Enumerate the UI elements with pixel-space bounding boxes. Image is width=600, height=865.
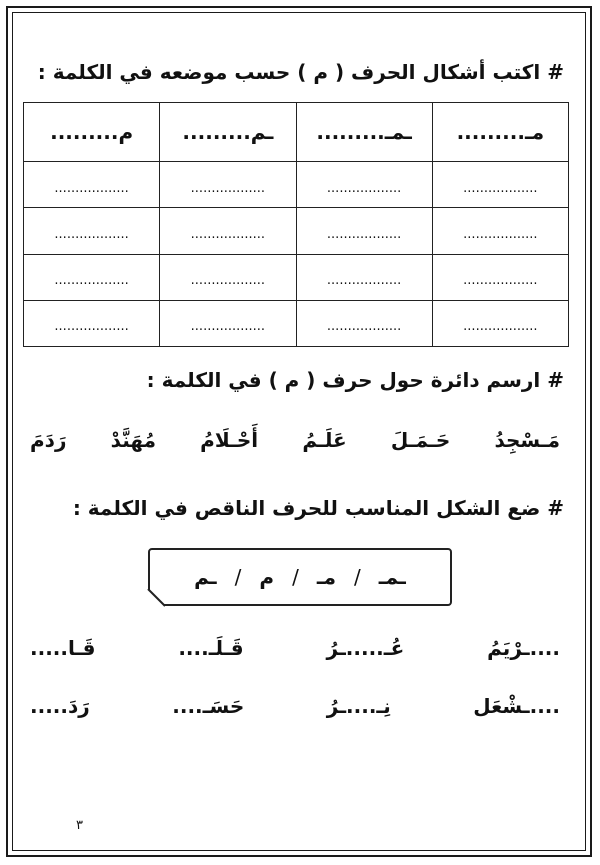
circle-words-row <box>30 428 560 452</box>
blank-cell[interactable]: .................. <box>296 162 432 208</box>
choice-separator: / <box>234 565 242 589</box>
fill-word[interactable]: نِـ....ـرُ <box>326 694 391 718</box>
choice-isolated[interactable]: م <box>259 565 275 589</box>
blank-cell[interactable]: .................. <box>160 162 296 208</box>
word-item[interactable]: عَلَـمُ <box>302 428 347 452</box>
table-row <box>24 208 569 254</box>
choices-box <box>148 548 452 606</box>
word-item[interactable]: أَحْـلَامُ <box>200 428 259 452</box>
shape-initial: مـ......... <box>456 120 545 144</box>
blank-cell[interactable]: .................. <box>24 162 160 208</box>
blank-cell[interactable]: .................. <box>24 208 160 254</box>
fill-word[interactable]: عُـ.....ـرُ <box>326 636 405 660</box>
word-item[interactable]: مُهَنَّدْ <box>110 428 156 452</box>
choice-initial[interactable]: مـ <box>316 565 337 589</box>
table-row <box>24 300 569 346</box>
choice-separator: / <box>292 565 299 589</box>
blank-cell[interactable]: .................. <box>160 300 296 346</box>
blank-cell[interactable]: .................. <box>432 208 568 254</box>
section2-heading: # ارسم دائرة حول حرف ( م ) في الكلمة : <box>146 368 564 392</box>
fill-word[interactable]: قَـلَـ.... <box>178 636 244 660</box>
shape-medial: ـمـ......... <box>316 120 412 144</box>
fill-word[interactable]: ....ـرْيَمُ <box>487 636 560 660</box>
box-corner-cut <box>147 583 171 607</box>
blank-cell[interactable]: .................. <box>432 162 568 208</box>
page-number: ٣ <box>76 818 83 833</box>
fill-word[interactable]: قَـا..... <box>30 636 96 660</box>
table-row <box>24 254 569 300</box>
shape-final: ـم......... <box>182 120 274 144</box>
table-cell <box>296 103 432 162</box>
word-item[interactable]: حَـمَـلَ <box>390 428 451 452</box>
choice-final[interactable]: ـم <box>194 565 217 589</box>
blank-cell[interactable]: .................. <box>160 208 296 254</box>
table-row <box>24 162 569 208</box>
blank-cell[interactable]: .................. <box>160 254 296 300</box>
fill-words-row-2 <box>30 694 560 718</box>
letter-shapes-table <box>23 102 569 347</box>
word-item[interactable]: رَدَمَ <box>30 428 67 452</box>
choice-medial[interactable]: ـمـ <box>378 565 406 589</box>
blank-cell[interactable]: .................. <box>296 300 432 346</box>
fill-words-row-1 <box>30 636 560 660</box>
fill-word[interactable]: ....ـشْعَل <box>473 694 560 718</box>
blank-cell[interactable]: .................. <box>24 254 160 300</box>
blank-cell[interactable]: .................. <box>432 300 568 346</box>
table-header-row <box>24 103 569 162</box>
fill-word[interactable]: حَسَـ.... <box>172 694 245 718</box>
blank-cell[interactable]: .................. <box>432 254 568 300</box>
fill-word[interactable]: رَدَ..... <box>30 694 90 718</box>
table-cell <box>160 103 296 162</box>
blank-cell[interactable]: .................. <box>296 254 432 300</box>
shape-isolated: م......... <box>50 120 134 144</box>
word-item[interactable]: مَـسْجِدُ <box>494 428 560 452</box>
section1-heading: # اكتب أشكال الحرف ( م ) حسب موضعه في الكلمة : <box>37 60 564 84</box>
blank-cell[interactable]: .................. <box>24 300 160 346</box>
table-cell <box>24 103 160 162</box>
section3-heading: # ضع الشكل المناسب للحرف الناقص في الكلمة : <box>72 496 564 520</box>
choice-separator: / <box>354 565 361 589</box>
table-cell <box>432 103 568 162</box>
choices-list <box>194 565 406 589</box>
blank-cell[interactable]: .................. <box>296 208 432 254</box>
